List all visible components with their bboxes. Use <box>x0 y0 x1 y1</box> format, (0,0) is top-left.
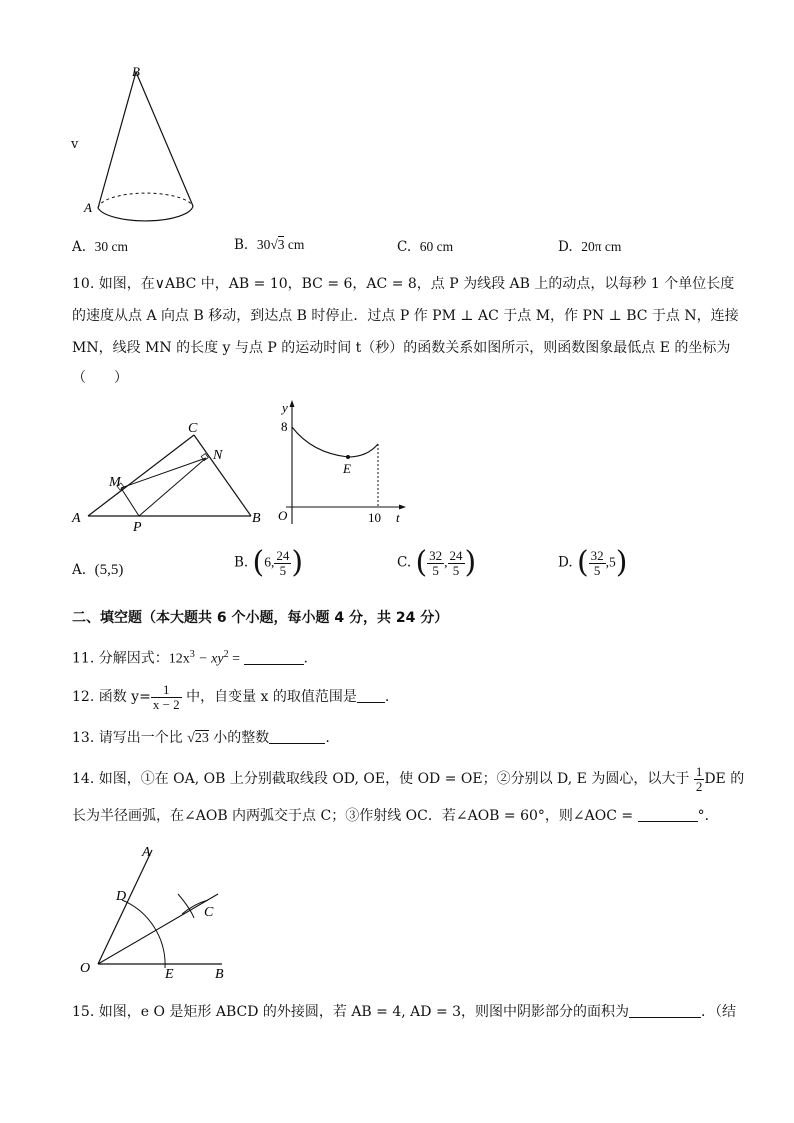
triangle-side-bc <box>194 435 251 516</box>
q14-stem-line1: 14. 如图，①在 OA, OB 上分别截取线段 OD, OE，使 OD = OE；②分别以 D, E 为圆心，以大于 $\frac{1}{2}$ DE 的 <box>72 763 745 794</box>
graph-label-t: t <box>396 510 400 525</box>
label-p: P <box>133 520 142 535</box>
stray-character: v <box>71 137 79 152</box>
angle-label-e: E <box>165 967 174 982</box>
cone-base-back <box>98 193 193 208</box>
q12-stem: 12. 函数 y= $\frac{1}{x - 2}$ 中，自变量 x 的取值范围是 . <box>72 681 390 712</box>
cone-base-front <box>98 206 193 221</box>
graph-label-e: E <box>343 461 351 476</box>
cone-figure <box>80 60 210 230</box>
q10-option-b[interactable]: B. (6, $\frac{24}{5}$ ) <box>234 545 304 580</box>
q10-option-d[interactable]: D. ( $\frac{32}{5}$ ,5) <box>558 545 628 580</box>
q11-answer-blank[interactable] <box>244 650 304 665</box>
q14-answer-blank[interactable] <box>638 807 698 822</box>
cone-left-edge <box>98 72 136 208</box>
q15-stem: 15. 如图，e O 是矩形 ABCD 的外接圆，若 AB = 4, AD = 3，则图中阴影部分的面积为 ．（结 <box>72 1004 737 1020</box>
label-a: A <box>72 511 81 526</box>
q12-answer-blank[interactable] <box>357 688 385 703</box>
q9-option-c[interactable]: C. 60 cm <box>397 239 454 255</box>
q10-stem-line4: （ ） <box>72 370 128 386</box>
label-b: B <box>252 511 261 526</box>
segment-mn <box>121 458 206 488</box>
q10-stem-line3: MN，线段 MN 的长度 y 与点 P 的运动时间 t（秒）的函数关系如图所示，则函数图象最低点 E 的坐标为 <box>72 340 731 356</box>
q13-stem: 13. 请写出一个比 √23 小的整数 . <box>72 730 330 746</box>
q10-function-graph <box>272 396 412 530</box>
graph-tick-8: 8 <box>281 419 288 434</box>
q13-answer-blank[interactable] <box>269 729 325 744</box>
q9-option-a[interactable]: A. 30 cm <box>72 239 129 255</box>
segment-pm <box>121 488 139 516</box>
angle-label-a: A <box>142 845 151 860</box>
segment-pn <box>139 458 206 516</box>
cone-label-a: A <box>84 200 92 215</box>
label-m: M <box>109 475 121 490</box>
ray-oc <box>98 894 218 964</box>
angle-label-o: O <box>80 961 91 976</box>
q10-option-a[interactable]: A. (5,5) <box>72 562 124 578</box>
q10-triangle-figure <box>66 410 276 535</box>
q14-angle-bisector-figure <box>70 838 240 983</box>
label-c: C <box>188 421 198 436</box>
graph-label-y: y <box>282 400 288 415</box>
ray-oa <box>98 850 152 964</box>
q10-stem-line2: 的速度从点 A 向点 B 移动，到达点 B 时停止．过点 P 作 PM ⊥ AC 于点 M，作 PN ⊥ BC 于点 N，连接 <box>72 308 739 324</box>
angle-label-c: C <box>204 905 214 920</box>
q10-stem-line1: 10. 如图，在∨ABC 中，AB = 10，BC = 6，AC = 8，点 P 为线段 AB 上的动点，以每秒 1 个单位长度 <box>72 276 735 292</box>
graph-label-o: O <box>278 508 288 523</box>
t-axis-arrow <box>399 505 406 510</box>
function-curve <box>292 427 378 457</box>
triangle-side-ac <box>88 435 194 516</box>
q9-option-d[interactable]: D. 20π cm <box>558 239 622 255</box>
point-e <box>346 455 350 459</box>
y-axis-arrow <box>290 400 295 407</box>
angle-label-d: D <box>116 889 127 904</box>
q9-option-b[interactable]: B. 30√3 cm <box>234 237 305 253</box>
q11-stem: 11. 分解因式：$12x^3 - xy^2$ = . <box>72 649 308 667</box>
label-n: N <box>213 448 223 463</box>
section-heading-fill-in: 二、填空题（本大题共 6 个小题，每小题 4 分，共 24 分） <box>72 610 449 626</box>
arc-center-o <box>122 900 165 968</box>
angle-label-b: B <box>215 967 224 982</box>
arc-from-d <box>178 894 194 918</box>
graph-tick-10: 10 <box>368 510 381 525</box>
cone-label-b: B <box>132 64 140 79</box>
q14-stem-line2: 长为半径画弧，在∠AOB 内两弧交于点 C；③作射线 OC．若∠AOB = 60°，则∠AOC = °． <box>72 808 719 824</box>
cone-right-edge <box>136 72 193 206</box>
q15-answer-blank[interactable] <box>629 1003 701 1018</box>
q10-option-c[interactable]: C. ( $\frac{32}{5}$ , $\frac{24}{5}$ ) <box>397 545 477 580</box>
